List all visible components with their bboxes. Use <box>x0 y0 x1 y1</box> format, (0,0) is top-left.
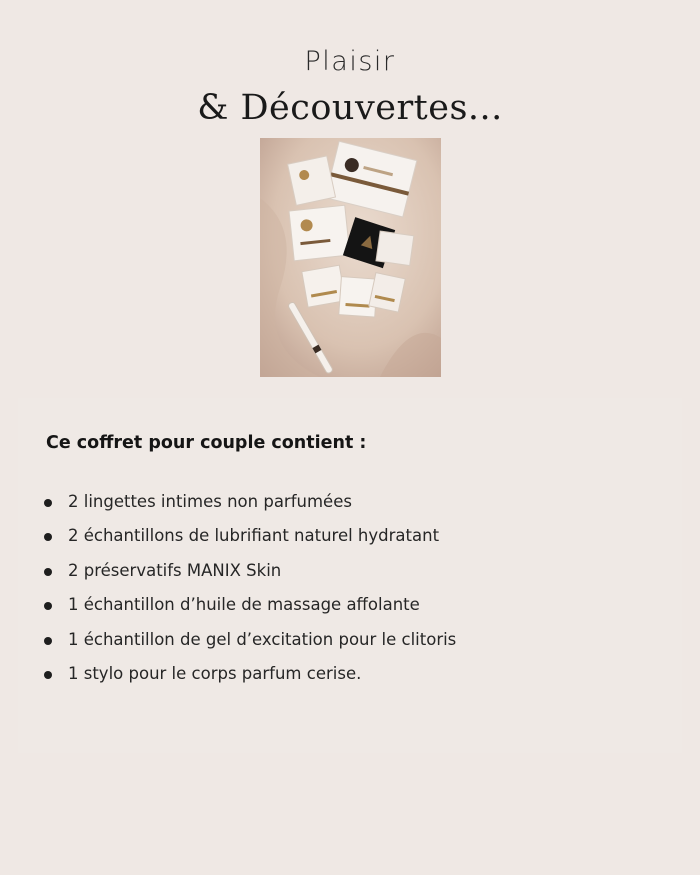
list-item-label: 1 stylo pour le corps parfum cerise. <box>68 663 362 683</box>
page-title: & Découvertes... <box>197 88 503 128</box>
list-item <box>40 554 456 588</box>
bullet-icon <box>44 533 52 541</box>
page-title-top: Plaisir <box>304 46 396 77</box>
list-item-label: 1 échantillon d’huile de massage affolante <box>68 595 420 615</box>
contents-heading: Ce coffret pour couple contient : <box>46 433 367 453</box>
list-item <box>40 623 456 657</box>
list-item-label: 1 échantillon de gel d’excitation pour le clitoris <box>68 629 457 649</box>
list-item <box>40 588 456 622</box>
bullet-icon <box>44 671 52 679</box>
bullet-icon <box>44 637 52 645</box>
list-item-label: 2 échantillons de lubrifiant naturel hydratant <box>68 526 440 546</box>
list-item-label: 2 préservatifs MANIX Skin <box>68 560 282 580</box>
list-item <box>40 485 456 519</box>
product-photo <box>260 138 441 377</box>
bullet-icon <box>44 602 52 610</box>
bullet-icon <box>44 568 52 576</box>
list-item <box>40 657 456 691</box>
contents-list <box>40 485 456 691</box>
bullet-icon <box>44 499 52 507</box>
list-item-label: 2 lingettes intimes non parfumées <box>68 492 352 511</box>
list-item <box>40 519 456 553</box>
